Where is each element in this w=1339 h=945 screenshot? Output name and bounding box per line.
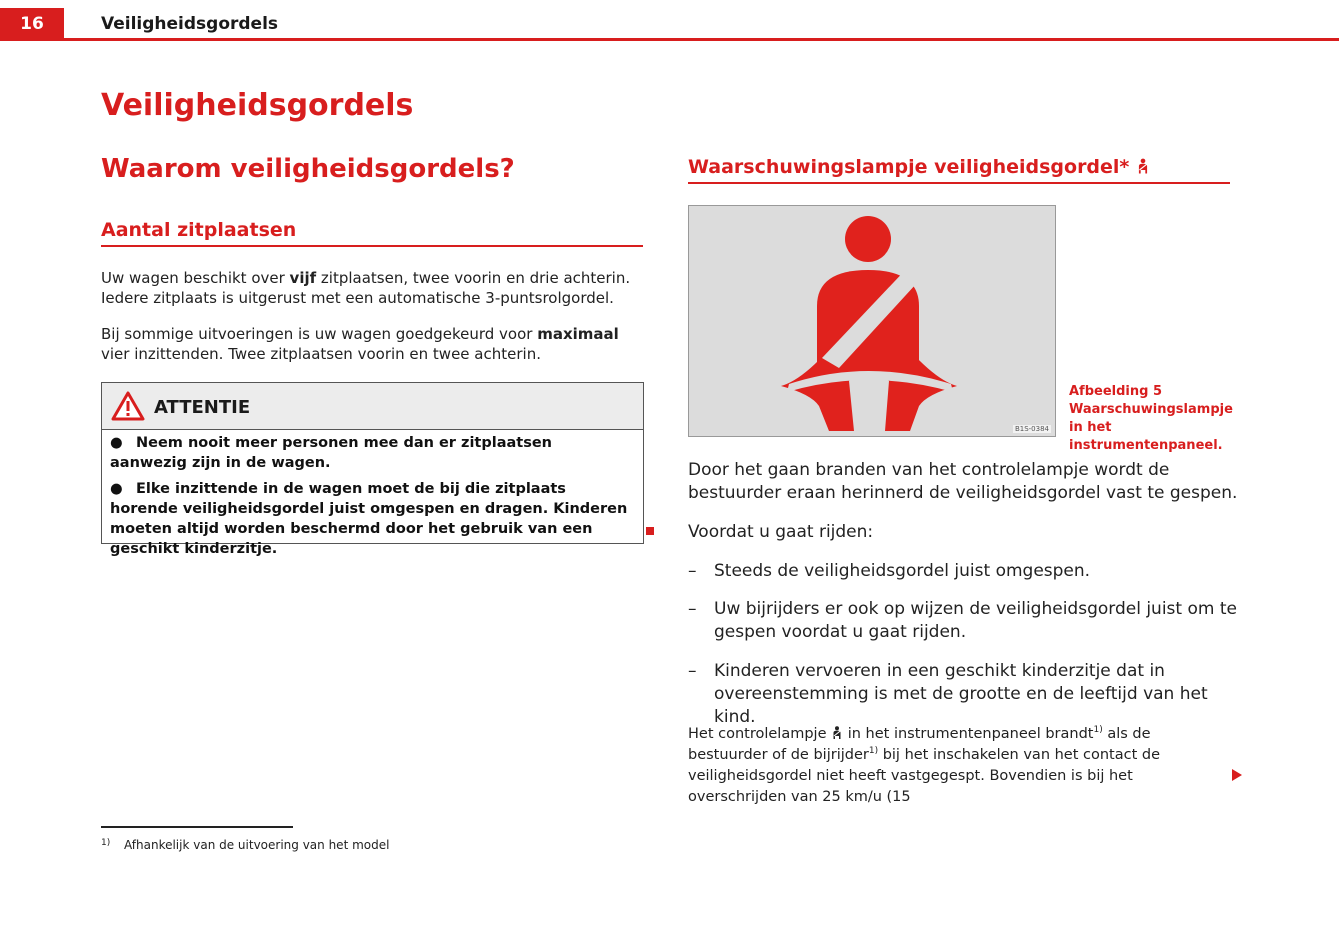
section-title: Waarom veiligheidsgordels? bbox=[101, 154, 515, 184]
header-rule bbox=[64, 38, 1339, 41]
warning-item bbox=[110, 479, 630, 559]
para2-text-b: vier inzittenden. Twee zitplaatsen voorin en twee achterin. bbox=[101, 345, 541, 363]
footnote-text: Afhankelijk van de uitvoering van het model bbox=[124, 838, 390, 852]
list-item-text: Uw bijrijders er ook op wijzen de veiligheidsgordel juist om te gespen voordat u gaat rijden. bbox=[714, 599, 1237, 642]
seatbelt-warning-lamp-icon bbox=[689, 206, 1055, 436]
seatbelt-person-icon bbox=[831, 726, 843, 740]
section-end-marker bbox=[646, 527, 654, 535]
para1-text-b: zitplaatsen, twee voorin en drie achterin. Iedere zitplaats is uitgerust met een automatische 3-puntsrolgordel. bbox=[101, 269, 631, 307]
warning-header bbox=[102, 383, 643, 430]
list-item-text: Steeds de veiligheidsgordel juist omgespen. bbox=[714, 561, 1091, 581]
seatbelt-warning-figure bbox=[688, 205, 1056, 437]
bullet: ● bbox=[110, 481, 123, 497]
figure-caption: Afbeelding 5 Waarschuwingslampje in het instrumentenpaneel. bbox=[1069, 384, 1233, 453]
subsection-rule bbox=[101, 245, 643, 247]
running-title: Veiligheidsgordels bbox=[101, 14, 279, 34]
paragraph-seats bbox=[101, 268, 651, 308]
figure-code: B1S-0384 bbox=[1014, 425, 1049, 433]
dash: – bbox=[688, 661, 697, 681]
warning-title: ATTENTIE bbox=[154, 397, 251, 418]
warning-item-text: Elke inzittende in de wagen moet de bij die zitplaats horende veiligheidsgordel juist omgespen en dragen. Kinderen moeten altijd worden beschermd door het gebruik van een geschikt kinderzitje. bbox=[110, 481, 628, 557]
paragraph-before-driving: Voordat u gaat rijden: bbox=[688, 522, 874, 542]
subsection-title: Aantal zitplaatsen bbox=[101, 219, 297, 241]
page-number: 16 bbox=[20, 14, 44, 34]
warning-item bbox=[110, 433, 630, 473]
seatbelt-person-icon bbox=[1136, 158, 1150, 175]
warning-triangle-icon bbox=[111, 391, 145, 421]
para5-text-c: als de bestuurder of de bijrijder bbox=[688, 726, 1151, 763]
para2-bold: maximaal bbox=[537, 325, 619, 343]
footnote-ref: 1) bbox=[868, 746, 879, 756]
right-title-rule bbox=[688, 182, 1230, 184]
para1-text-a: Uw wagen beschikt over bbox=[101, 269, 290, 287]
dash: – bbox=[688, 599, 697, 619]
footnote-mark: 1) bbox=[101, 838, 111, 848]
list-item bbox=[688, 660, 1238, 729]
footnote-rule bbox=[101, 826, 293, 828]
para5-text-b: in het instrumentenpaneel brandt bbox=[843, 726, 1094, 742]
dash: – bbox=[688, 561, 697, 581]
para5-text-a: Het controlelampje bbox=[688, 726, 832, 742]
para1-bold: vijf bbox=[289, 269, 317, 287]
continue-arrow-icon bbox=[1232, 769, 1242, 781]
footnote-ref: 1) bbox=[1093, 725, 1103, 735]
paragraph-lamp-behavior bbox=[688, 724, 1233, 808]
list-item bbox=[688, 560, 1238, 583]
bullet: ● bbox=[110, 435, 123, 451]
warning-box bbox=[101, 382, 644, 557]
right-section-title-text: Waarschuwingslampje veiligheidsgordel* bbox=[688, 156, 1130, 178]
page-title: Veiligheidsgordels bbox=[101, 88, 414, 123]
right-section-title bbox=[688, 156, 1150, 178]
warning-item-text: Neem nooit meer personen mee dan er zitplaatsen aanwezig zijn in de wagen. bbox=[110, 435, 552, 471]
list-item bbox=[688, 598, 1238, 644]
list-item-text: Kinderen vervoeren in een geschikt kinderzitje dat in overeenstemming is met de grootte en de leeftijd van het kind. bbox=[714, 661, 1208, 727]
paragraph-max-occupants bbox=[101, 324, 651, 364]
para2-text-a: Bij sommige uitvoeringen is uw wagen goedgekeurd voor bbox=[101, 325, 538, 343]
para5-text-d: bij het inschakelen van het contact de veiligheidsgordel niet heeft vastgegespt. Bovendien is bij het overschrijden van 25 km/u (15 bbox=[688, 747, 1161, 805]
paragraph-lamp-purpose: Door het gaan branden van het controlelampje wordt de bestuurder eraan herinnerd de veiligheidsgordel vast te gespen. bbox=[688, 460, 1238, 503]
